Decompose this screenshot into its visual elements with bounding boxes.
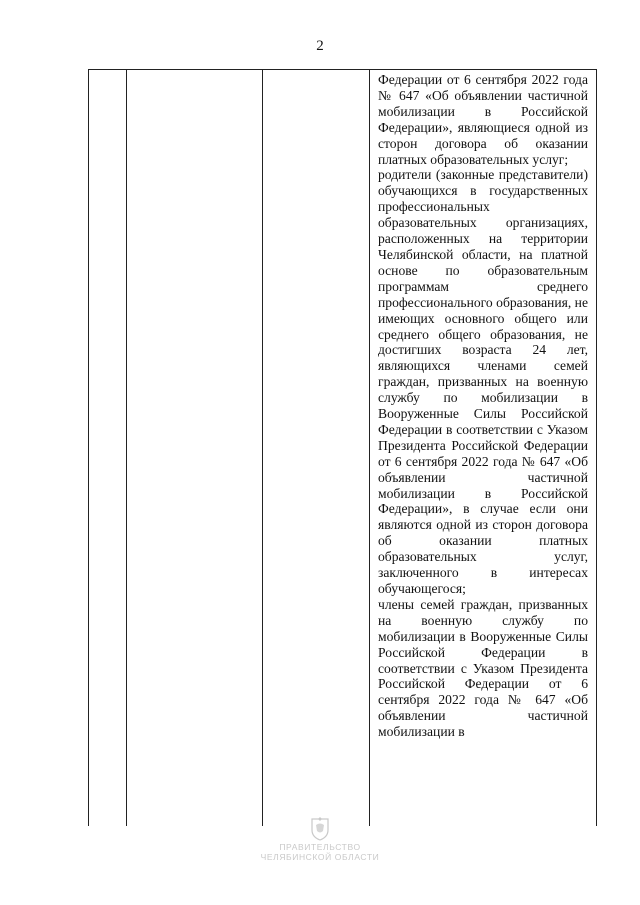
- page-number: 2: [316, 38, 324, 54]
- coat-of-arms-icon: [309, 816, 331, 842]
- table-cell-name: [127, 70, 263, 827]
- watermark-line-1: ПРАВИТЕЛЬСТВО: [279, 842, 361, 852]
- recipients-text: [370, 70, 596, 740]
- document-table: [88, 69, 597, 826]
- watermark-line-2: ЧЕЛЯБИНСКОЙ ОБЛАСТИ: [260, 852, 380, 862]
- paragraph: родители (законные представители) обучающихся в государственных профессиональных образовательных организациях, расположенных на территории Челябинской области, на платной основе по образовательным программам среднего профессионального образования, не имеющих основного общего или среднего общего образования, не достигших возраста 24 лет, являющихся членами семей граждан, призванных на военную службу по мобилизации в Вооруженные Силы Российской Федерации в соответствии с Указом Президента Российской Федерации от 6 сентября 2022 года № 647 «Об объявлении частичной мобилизации в Российской Федерации», в случае если они являются одной из сторон договора об оказании платных образовательных услуг, заключенного в интересах обучающегося;: [378, 167, 588, 596]
- table-row: [89, 70, 597, 827]
- paragraph: Федерации от 6 сентября 2022 года № 647 «Об объявлении частичной мобилизации в Российской Федерации», являющиеся одной из сторон договора об оказании платных образовательных услуг;: [378, 72, 588, 167]
- table-cell-number: [89, 70, 127, 827]
- table-cell-recipients: [370, 70, 597, 827]
- table-cell-amount: [263, 70, 370, 827]
- government-watermark: [0, 816, 640, 862]
- paragraph: члены семей граждан, призванных на военную службу по мобилизации в Вооруженные Силы Российской Федерации в соответствии с Указом Президента Российской Федерации от 6 сентября 2022 года № 647 «Об объявлении частичной мобилизации в: [378, 596, 588, 740]
